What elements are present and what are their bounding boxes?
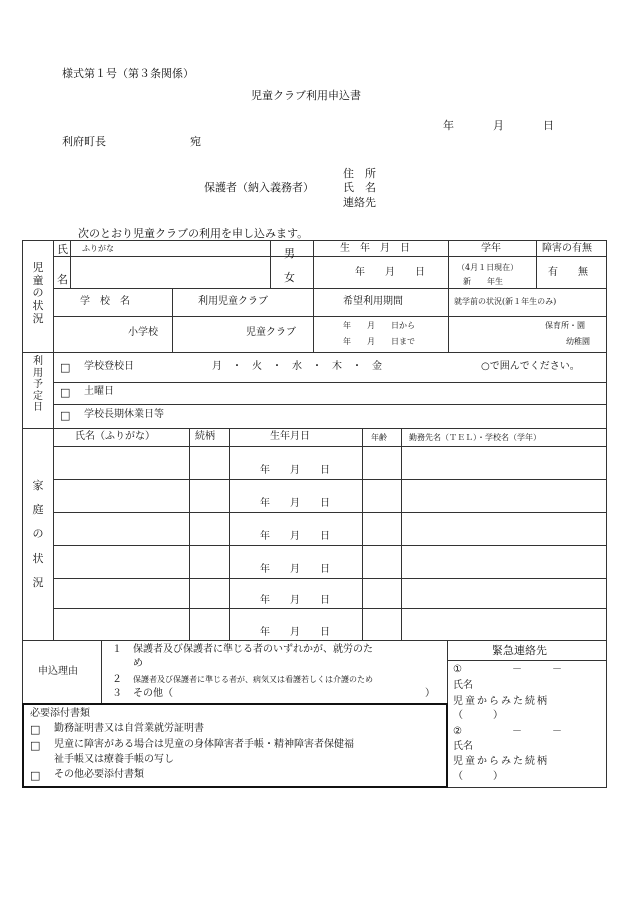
school-header: 学 校 名 xyxy=(80,296,130,307)
preschool-header: 就学前の状況(新１年生のみ) xyxy=(454,297,557,306)
family-col-age: 年齢 xyxy=(371,433,387,442)
circle-instruction: ○で囲んでください。 xyxy=(481,361,580,372)
long-holiday-checkbox[interactable]: □ xyxy=(60,409,71,422)
contact-2-relation-value: （ ） xyxy=(453,771,503,782)
grade-note: （4月１日現在） xyxy=(457,263,519,272)
family-row-dob: 年 月 日 xyxy=(260,564,330,575)
contact-1-phone: － － xyxy=(512,664,562,675)
saturday-checkbox[interactable]: □ xyxy=(60,386,71,399)
family-row-dob: 年 月 日 xyxy=(260,498,330,509)
family-row-dob: 年 月 日 xyxy=(260,531,330,542)
reason-2-number: ２ xyxy=(112,674,122,685)
family-col-work: 勤務先名（ＴＥＬ）・学校名（学年） xyxy=(409,433,541,442)
family-col-name: 氏名（ふりがな） xyxy=(75,431,155,442)
name-label-1: 氏 xyxy=(57,243,68,256)
attachment-2-continued: 祉手帳又は療養手帳の写し xyxy=(54,754,174,765)
name-label-2: 名 xyxy=(57,273,68,286)
grade-header: 学年 xyxy=(481,243,501,254)
reason-3-number: ３ xyxy=(112,688,122,699)
school-day-checkbox[interactable]: □ xyxy=(60,361,71,374)
contact-1-number: ① xyxy=(453,664,462,675)
family-col-relation: 続柄 xyxy=(195,431,215,442)
intro-text: 次のとおり児童クラブの利用を申し込みます。 xyxy=(78,227,309,240)
reason-2-text: 保護者及び保護者に準じる者が、病気又は看護若しくは介護のため xyxy=(133,675,373,684)
emergency-title: 緊急連絡先 xyxy=(492,644,547,657)
family-row-dob: 年 月 日 xyxy=(260,595,330,606)
reason-1-text: 保護者及び保護者に準じる者のいずれかが、就労のた xyxy=(133,644,373,655)
reason-1-number: １ xyxy=(112,644,122,655)
reason-label: 申込理由 xyxy=(38,666,78,677)
contact-2-relation-label: 児童からみた続柄 xyxy=(453,756,549,767)
preschool-option-2: 幼稚園 xyxy=(566,337,590,346)
form-number: 様式第１号（第３条関係） xyxy=(62,67,194,80)
dob-values: 年 月 日 xyxy=(355,267,425,278)
attachment-3-checkbox[interactable]: □ xyxy=(30,769,41,782)
dob-header: 生 年 月 日 xyxy=(340,243,410,254)
disability-header: 障害の有無 xyxy=(542,243,592,254)
furigana-label: ふりがな xyxy=(82,244,114,253)
saturday-label: 土曜日 xyxy=(84,386,114,397)
date-day-label: 日 xyxy=(543,119,554,132)
contact-1-relation-value: （ ） xyxy=(453,710,503,721)
addressee: 利府町長 xyxy=(62,135,106,148)
school-suffix: 小学校 xyxy=(128,327,158,338)
attachment-1-label: 勤務証明書又は自営業就労証明書 xyxy=(54,723,204,734)
female-option[interactable]: 女 xyxy=(284,271,295,284)
contact-2-name-label: 氏名 xyxy=(453,741,473,752)
family-col-dob: 生年月日 xyxy=(270,431,310,442)
schedule-section-label: 利 用 予 定 日 xyxy=(33,356,43,413)
contact-1-name-label: 氏名 xyxy=(453,680,473,691)
club-suffix: 児童クラブ xyxy=(246,327,296,338)
reason-3-close: ） xyxy=(425,688,435,699)
period-to: 年 月 日まで xyxy=(343,337,415,346)
attachment-2-checkbox[interactable]: □ xyxy=(30,739,41,752)
preschool-option-1: 保育所・園 xyxy=(545,321,585,330)
form-title: 児童クラブ利用申込書 xyxy=(251,89,361,102)
guardian-name-label: 氏 名 xyxy=(343,181,376,194)
male-option[interactable]: 男 xyxy=(284,247,295,260)
attachment-3-label: その他必要添付書類 xyxy=(54,769,144,780)
attachment-1-checkbox[interactable]: □ xyxy=(30,723,41,736)
period-from: 年 月 日から xyxy=(343,321,415,330)
guardian-address-label: 住 所 xyxy=(343,167,376,180)
family-row-dob: 年 月 日 xyxy=(260,627,330,638)
contact-2-phone: － － xyxy=(512,726,562,737)
school-day-label: 学校登校日 xyxy=(84,361,134,372)
long-holiday-label: 学校長期休業日等 xyxy=(84,409,164,420)
reason-1-continued: め xyxy=(133,658,143,669)
attachment-2-label: 児童に障害がある場合は児童の身体障害者手帳・精神障害者保健福 xyxy=(54,739,354,750)
disability-value: 有 無 xyxy=(548,267,588,278)
reason-3-text: その他（ xyxy=(133,688,173,699)
period-header: 希望利用期間 xyxy=(343,296,403,307)
family-section-label: 家 庭 の 状 況 xyxy=(32,479,44,589)
contact-1-relation-label: 児童からみた続柄 xyxy=(453,696,549,707)
club-header: 利用児童クラブ xyxy=(198,296,268,307)
date-month-label: 月 xyxy=(493,119,504,132)
addressee-suffix: 宛 xyxy=(190,135,201,148)
guardian-contact-label: 連絡先 xyxy=(343,196,376,209)
guardian-label: 保護者（納入義務者） xyxy=(204,181,314,194)
weekday-options[interactable]: 月 ・ 火 ・ 水 ・ 木 ・ 金 xyxy=(212,361,382,372)
attachments-title: 必要添付書類 xyxy=(30,708,90,719)
grade-new: 新 年生 xyxy=(463,277,503,286)
family-row-dob: 年 月 日 xyxy=(260,465,330,476)
child-section-label: 児 童 の 状 況 xyxy=(32,261,44,325)
contact-2-number: ② xyxy=(453,726,462,737)
date-year-label: 年 xyxy=(443,119,454,132)
